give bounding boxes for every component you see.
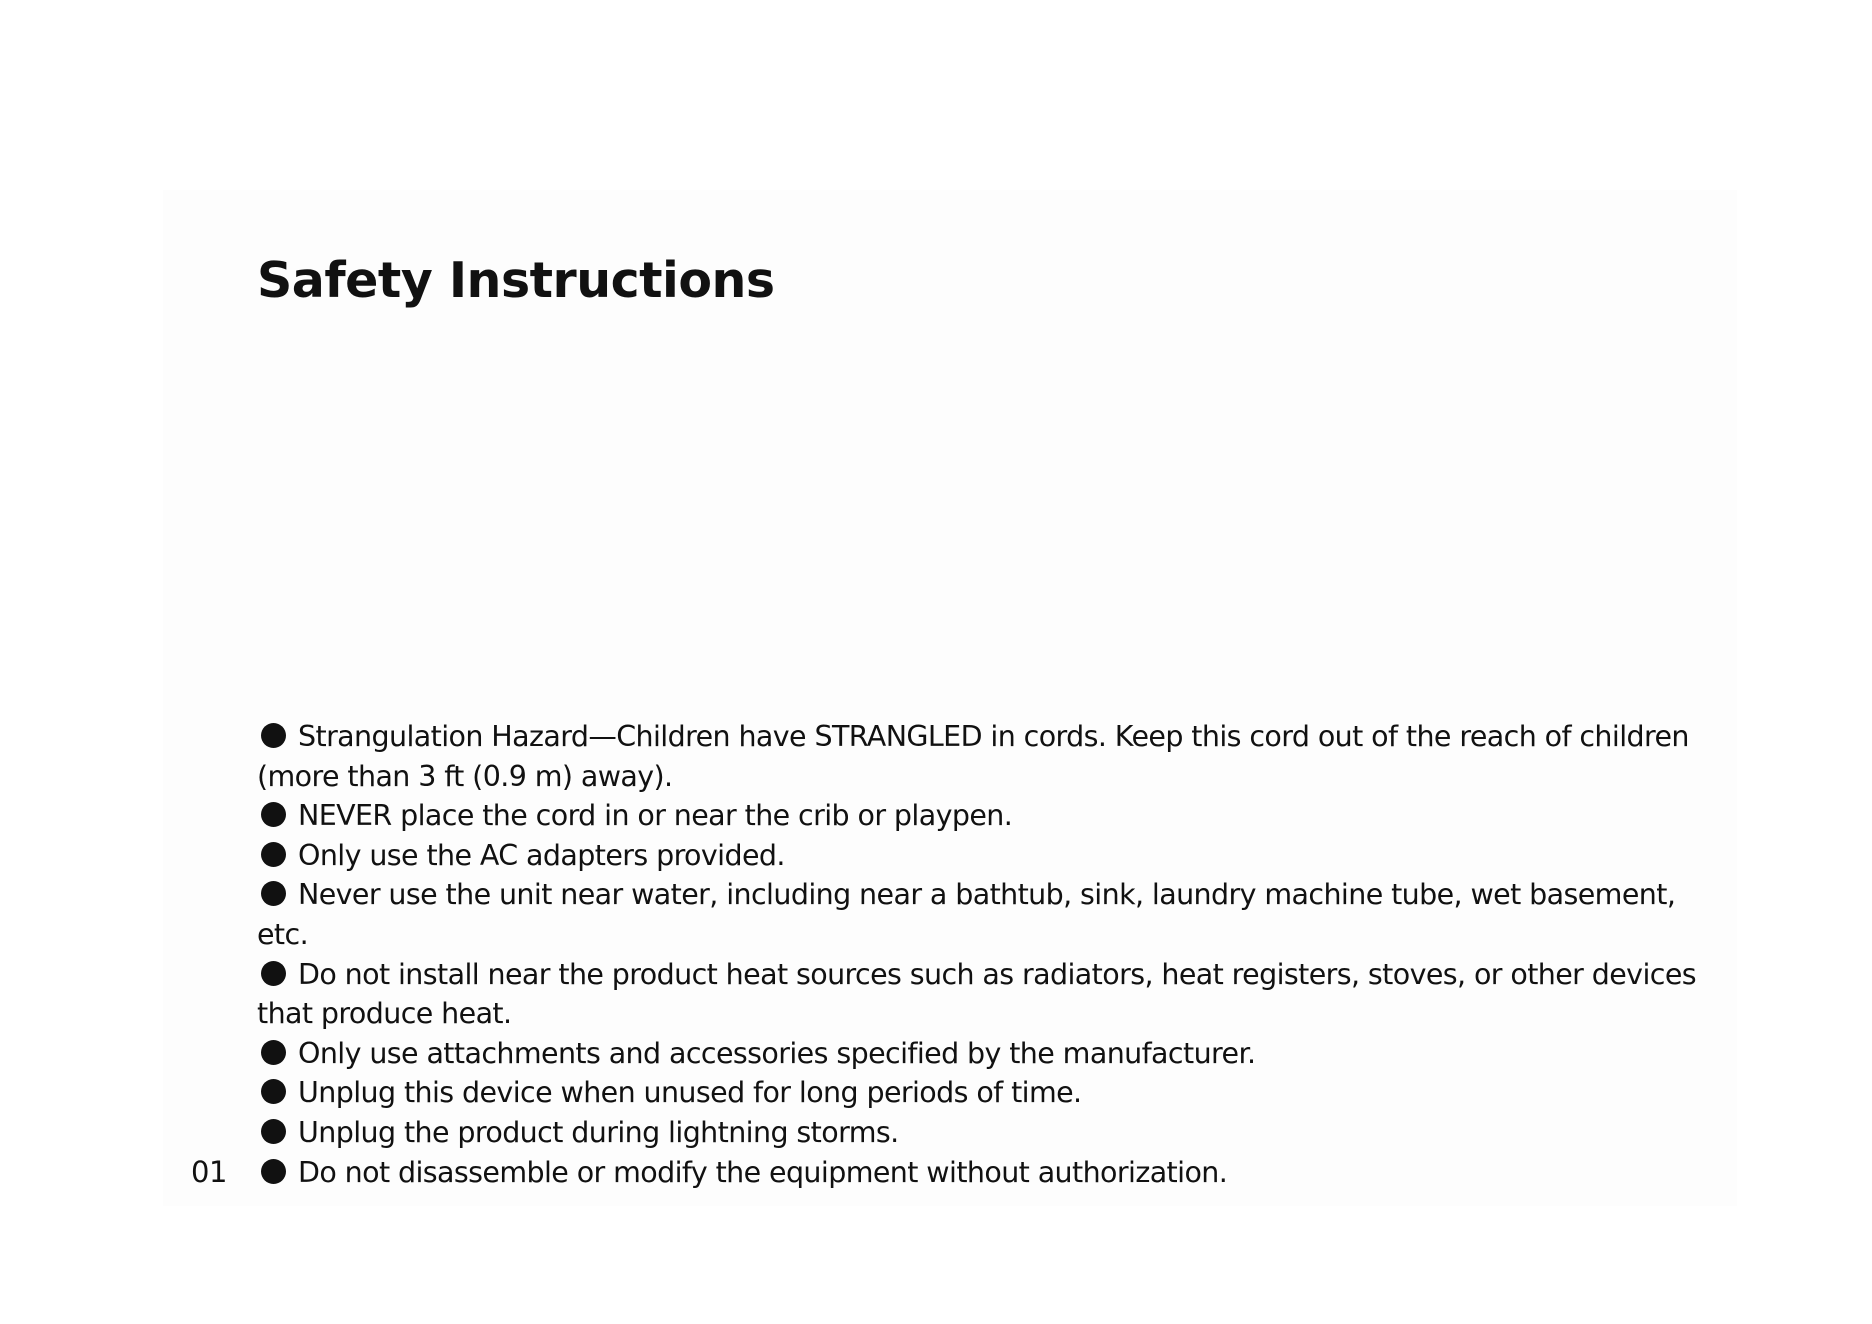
safety-instructions-list [257,717,1697,1192]
instruction-text: NEVER place the cord in or near the crib or playpen. [298,799,1013,833]
bullet-icon [261,1040,286,1065]
instruction-text: Unplug this device when unused for long periods of time. [298,1076,1082,1110]
instruction-text: Strangulation Hazard—Children have STRANGLED in cords. Keep this cord out of the reach of children (more than 3 ft (0.9 m) away). [257,720,1689,793]
bullet-icon [261,802,286,827]
instruction-text: Only use attachments and accessories specified by the manufacturer. [298,1036,1256,1070]
list-item [257,1034,1697,1074]
bullet-icon [261,1079,286,1104]
list-item [257,1113,1697,1153]
page-title: Safety Instructions [257,252,775,309]
bullet-icon [261,723,286,748]
list-item [257,796,1697,836]
instruction-text: Never use the unit near water, including near a bathtub, sink, laundry machine tube, wet basement, etc. [257,878,1676,951]
instruction-text: Do not install near the product heat sources such as radiators, heat registers, stoves, or other devices that produce heat. [257,957,1697,1031]
list-item [257,955,1697,1034]
bullet-icon [261,1159,286,1184]
bullet-icon [261,881,286,906]
bullet-icon [261,842,286,867]
list-item [257,875,1697,954]
instruction-text: Only use the AC adapters provided. [298,838,785,872]
page-number: 01 [191,1155,227,1189]
list-item [257,836,1697,876]
bullet-icon [261,961,286,986]
bullet-icon [261,1119,286,1144]
instruction-text: Do not disassemble or modify the equipment without authorization. [298,1155,1228,1189]
instruction-text: Unplug the product during lightning storms. [298,1115,899,1149]
list-item [257,717,1697,796]
list-item [257,1073,1697,1113]
list-item [257,1153,1697,1193]
